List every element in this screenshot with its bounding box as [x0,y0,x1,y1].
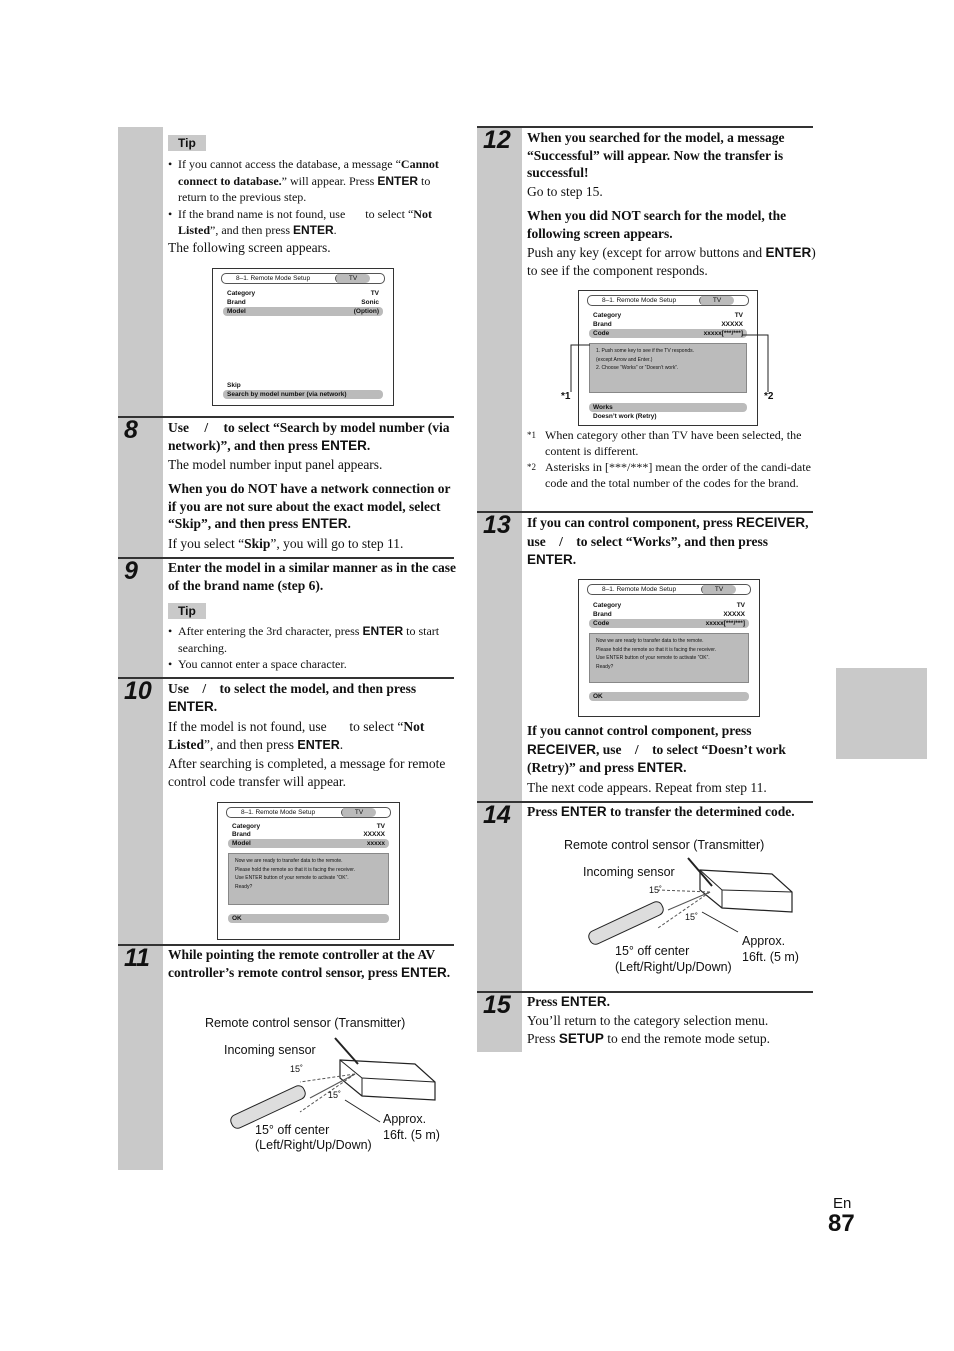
diagram-label-incoming: Incoming sensor [583,865,675,879]
screen-ok-option: OK [589,692,749,701]
tip-item: • You cannot enter a space character. [168,656,456,673]
step-number: 15 [483,991,511,1019]
tip-item: • If you cannot access the database, a message “Cannot connect to database.” will appear. Press ENTER to return to the previous step. [168,156,456,206]
step-heading: When you searched for the model, a message “Successful” will appear. Now the transfer is successful! [527,130,785,180]
step-subheading: When you did NOT search for the model, the following screen appears. [527,208,787,241]
step-number: 9 [124,557,138,585]
paragraph: You’ll return to the category selection menu. [527,1013,769,1028]
diagram-label-offcenter: 15° off center [255,1123,330,1137]
tip-item: • If the brand name is not found, use to select “Not Listed”, and then press ENTER. [168,206,456,239]
screen-search-option: Search by model number (via network) [223,390,383,399]
screen-ok-option: OK [228,914,389,923]
diagram-label-directions: (Left/Right/Up/Down) [255,1138,372,1152]
paragraph: If you select “Skip”, you will go to step 11. [168,536,404,551]
screen-row: Brand Sonic [227,299,379,306]
paragraph: The model number input panel appears. [168,457,383,472]
screen-option-works: Works [589,403,747,412]
step-heading: Use / to select the model, and then press ENTER. [168,681,417,714]
paragraph: After searching is completed, a message for remote control code transfer will appear. [168,756,446,789]
divider [477,511,813,513]
diagram-angle: 15˚ [328,1090,342,1100]
callout-mark: *1 [561,391,571,402]
step-number: 12 [483,126,511,154]
paragraph: Go to step 15. [527,184,603,199]
diagram-label-sensor: Remote control sensor (Transmitter) [205,1016,406,1030]
step-number: 10 [124,677,152,705]
screen-message: 1. Push some key to see if the TV responds. (except Arrow and Enter.) 2. Choose “Works” or “Doesn’t work”. [589,343,747,393]
divider [118,416,454,418]
divider [477,126,813,128]
screen-row-selected: Model xxxxx [228,839,389,848]
diagram-label-approx: Approx. [742,934,786,948]
divider [118,677,454,679]
screen-row: Category TV [593,312,743,319]
step-heading: Press ENTER to transfer the determined code. [527,804,795,819]
diagram-label-directions: (Left/Right/Up/Down) [615,960,732,974]
footnote: *1 When category other than TV have been selected, the content is different. [527,428,802,458]
step-number: 14 [483,801,511,829]
diagram-angle: 15˚ [290,1064,304,1074]
screen-skip: Skip [227,382,241,389]
screen-row-selected: Code xxxxx[***/***] [589,619,749,628]
diagram-label-distance: 16ft. (5 m) [383,1128,440,1142]
step-subheading: When you do NOT have a network connection or if you are not sure about the exact model, select “Skip”, and then press ENTER. [168,481,451,531]
tip-item: • After entering the 3rd character, press ENTER to start searching. [168,623,456,656]
paragraph: Press SETUP to end the remote mode setup. [527,1031,770,1046]
screen-row-selected: Model (Option) [223,307,383,316]
screen-row: Category TV [232,823,385,830]
screen-title-bar: 8–1. Remote Mode Setup TV [587,584,751,595]
setup-screen-code [578,290,758,426]
diagram-angle: 15˚ [685,912,699,922]
tip-list [168,623,456,673]
diagram-angle: 15˚ [649,885,663,895]
paragraph: The following screen appears. [168,240,331,255]
paragraph: The next code appears. Repeat from step 11. [527,780,767,795]
screen-message: Now we are ready to transfer data to the remote. Please hold the remote so that it is facing the receiver. Use ENTER button of your remote to activate “OK”. Ready? [589,633,749,683]
step-heading: Enter the model in a similar manner as in the case of the brand name (step 6). [168,560,456,593]
callout-mark: *2 [764,391,774,402]
tip-list [168,156,456,239]
tip-label: Tip [168,603,206,619]
left-gutter [118,127,163,1170]
right-gutter [477,127,522,1052]
setup-screen-transfer [578,579,760,717]
diagram-label-sensor: Remote control sensor (Transmitter) [564,838,765,852]
diagram-label-approx: Approx. [383,1112,427,1126]
step-heading: Press ENTER. [527,994,611,1009]
screen-title-bar: 8–1. Remote Mode Setup TV [226,807,391,818]
remote-diagram [200,1012,460,1162]
page-language: En [833,1195,852,1212]
screen-row: Brand XXXXX [232,831,385,838]
remote-diagram [560,834,820,982]
step-heading: While pointing the remote controller at the AV controller’s remote control sensor, press ENTER. [168,947,451,980]
screen-title-bar: 8–1. Remote Mode Setup TV [221,273,385,284]
step-heading: Use / to select “Search by model number (via network)”, and then press ENTER. [168,420,450,453]
screen-row: Brand XXXXX [593,611,745,618]
paragraph: Push any key (except for arrow buttons and ENTER) to see if the component responds. [527,245,816,278]
step-number: 11 [124,944,150,972]
screen-row: Category TV [593,602,745,609]
screen-row: Brand XXXXX [593,321,743,328]
screen-row: Category TV [227,290,379,297]
step-number: 13 [483,511,511,539]
screen-title-bar: 8–1. Remote Mode Setup TV [587,295,749,306]
diagram-label-distance: 16ft. (5 m) [742,950,799,964]
step-subheading: If you cannot control component, press RECEIVER, use / to select “Doesn’t work (Retry)” and press ENTER. [527,723,786,775]
section-tab [836,668,927,759]
screen-message: Now we are ready to transfer data to the remote. Please hold the remote so that it is facing the receiver. Use ENTER button of your remote to activate “OK”. Ready? [228,853,389,905]
screen-row-selected: Code xxxxx[***/***] [589,329,747,338]
step-number: 8 [124,416,138,444]
diagram-label-offcenter: 15° off center [615,944,690,958]
tip-label: Tip [168,135,206,151]
page-number: 87 [828,1210,855,1237]
setup-screen-transfer [217,802,400,940]
diagram-label-incoming: Incoming sensor [224,1043,316,1057]
step-heading: If you can control component, press RECEIVER, use / to select “Works”, and then press ENTER. [527,515,809,567]
setup-screen-model [212,268,394,406]
screen-option-retry: Doesn’t work (Retry) [593,413,657,420]
footnote: *2 Asterisks in [***/***] mean the order of the candi-date code and the total number of the codes for the brand. [527,460,811,490]
paragraph: If the model is not found, use to select “Not Listed”, and then press ENTER. [168,719,425,752]
